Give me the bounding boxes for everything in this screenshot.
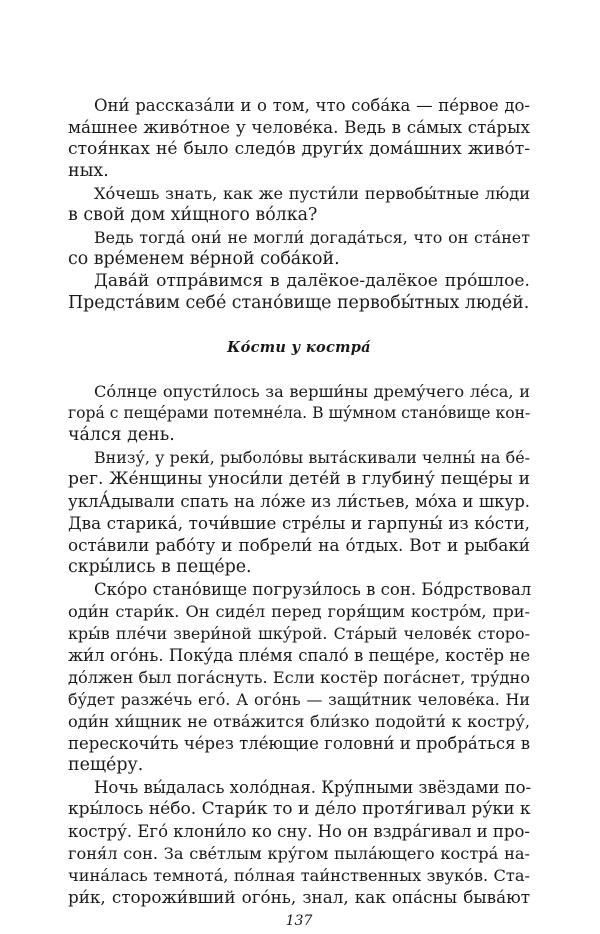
text-line: гоня́л сон. За све́тлым кру́гом пыла́ющего костра́ на- — [68, 844, 530, 863]
text-line: костру́. Его́ клони́ло ко сну. Но он вздра́гивал и про- — [68, 822, 530, 841]
text-line: оста́вили рабо́ту и побрели́ на о́тдых. Вот и рыбаки́ — [68, 535, 530, 555]
text-line: рег. Же́нщины уноси́ли дете́й в глубину́ пеще́ры и — [68, 469, 530, 489]
text-line: перескочи́ть че́рез тле́ющие головни́ и пробра́ться в — [68, 734, 531, 753]
text-line: Ночь вы́далась холо́дная. Кру́пными звёздами по- — [94, 778, 532, 797]
text-line: ных. — [68, 161, 109, 181]
text-line: Хо́чешь знать, как же пусти́ли первобы́тные лю́ди — [94, 184, 530, 203]
text-line: Предста́вим себе́ стано́вище первобы́тных люде́й. — [68, 293, 530, 313]
text-line: оди́н хи́щник не отва́жится бли́зко подойти́ к костру́, — [68, 712, 530, 731]
text-line: Ведь тогда́ они́ не могли́ догада́ться, что он ста́нет — [94, 228, 530, 247]
text-line: Они́ рассказа́ли и о том, что соба́ка — пе́рвое до- — [94, 96, 530, 115]
text-line: стоя́нках не́ было следо́в други́х дома́шних живо́т- — [68, 139, 530, 159]
text-line: ри́к, сторожи́вший ого́нь, знал, как опа́сны быва́ют — [68, 887, 530, 907]
text-line: скры́лись в пеще́ре. — [68, 557, 252, 577]
text-line: Внизу́, у реки́, рыболо́вы выта́скивали челны́ на бе́- — [94, 448, 530, 467]
text-line: Со́лнце опусти́лось за верши́ны дрему́чего ле́са, и — [94, 382, 530, 401]
text-line: Два старика́, точи́вшие стре́лы и гарпуны́ из ко́сти, — [68, 513, 530, 533]
text-line: гора́ с пеще́рами потемне́ла. В шу́мном стано́вище кон- — [68, 404, 531, 422]
page-number: 137 — [285, 913, 313, 929]
text-line: чина́лась темнота́, по́лная таи́нственных звуко́в. Ста- — [68, 866, 530, 885]
text-line: со вре́менем ве́рной соба́кой. — [68, 249, 340, 269]
text-line: ма́шнее живо́тное у челове́ка. Ведь в са́мых ста́рых — [68, 117, 530, 137]
text-line: в свой дом хи́щного во́лка? — [68, 205, 318, 225]
text-line: оди́н стари́к. Он сиде́л перед горя́щим костро́м, при- — [68, 602, 530, 621]
text-line: уклА́дывали спать на ло́же из ли́стьев, мо́ха и шкур. — [68, 492, 530, 511]
text-line: Ско́ро стано́вище погрузи́лось в сон. Бо́дрствовал — [94, 580, 532, 599]
text-line: жи́л ого́нь. Поку́да пле́мя спало́ в пеще́ре, костёр не — [68, 646, 531, 665]
text-line: ча́лся день. — [68, 425, 175, 445]
text-line: бу́дет разже́чь его́. А ого́нь — защи́тник челове́ка. Ни — [68, 690, 530, 709]
text-line: кры́в пле́чи звери́ной шку́рой. Ста́рый челове́к сторо- — [68, 624, 530, 643]
text-line: до́лжен был пога́снуть. Если костёр пога́снет, тру́дно — [68, 668, 530, 687]
section-heading: Ко́сти у костра́ — [227, 339, 371, 356]
text-line: кры́лось не́бо. Стари́к то и де́ло протя́гивал ру́ки к — [68, 799, 531, 819]
text-line: Дава́й отпра́вимся в далёкое-далёкое про́шлое. — [94, 271, 530, 291]
text-line: пеще́ру. — [68, 755, 144, 775]
